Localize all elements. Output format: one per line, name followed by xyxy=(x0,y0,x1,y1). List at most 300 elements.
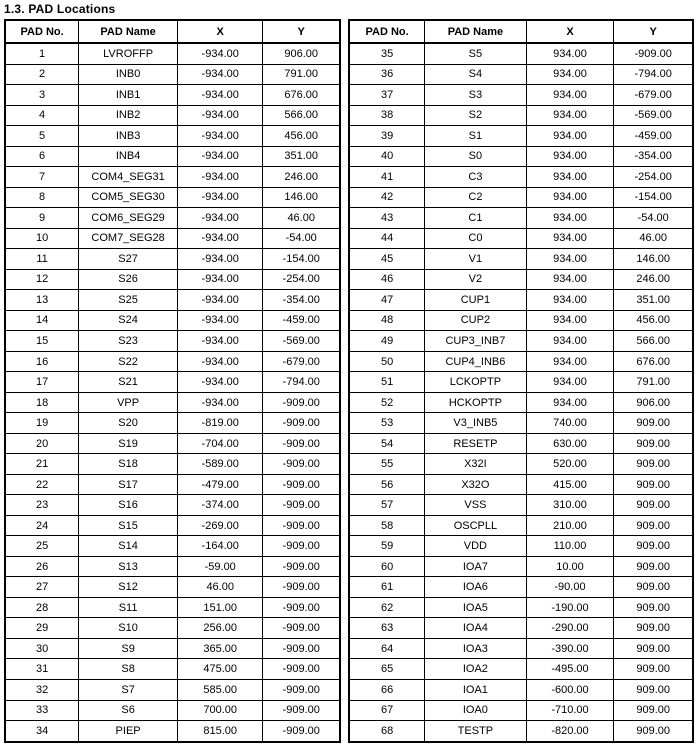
pad-no-cell: 68 xyxy=(349,721,425,742)
pad-name-cell: LCKOPTP xyxy=(425,372,526,393)
column-header: Y xyxy=(614,20,693,43)
pad-no-cell: 24 xyxy=(5,515,79,536)
y-cell: 909.00 xyxy=(614,700,693,721)
table-row xyxy=(5,249,340,270)
pad-name-cell: S10 xyxy=(79,618,178,639)
x-cell: -934.00 xyxy=(178,208,263,229)
x-cell: -934.00 xyxy=(178,269,263,290)
pad-name-cell: S8 xyxy=(79,659,178,680)
x-cell: -934.00 xyxy=(178,351,263,372)
table-row xyxy=(5,454,340,475)
x-cell: 934.00 xyxy=(526,351,614,372)
pad-no-cell: 57 xyxy=(349,495,425,516)
pad-no-cell: 40 xyxy=(349,146,425,167)
y-cell: 909.00 xyxy=(614,454,693,475)
table-row xyxy=(349,680,693,701)
pad-no-cell: 62 xyxy=(349,597,425,618)
x-cell: 151.00 xyxy=(178,597,263,618)
table-row xyxy=(349,126,693,147)
table-row xyxy=(5,433,340,454)
y-cell: -909.00 xyxy=(263,413,340,434)
pad-no-cell: 14 xyxy=(5,310,79,331)
pad-name-cell: S19 xyxy=(79,433,178,454)
pad-no-cell: 23 xyxy=(5,495,79,516)
pad-location-tables xyxy=(4,19,694,743)
y-cell: -909.00 xyxy=(263,454,340,475)
pad-no-cell: 42 xyxy=(349,187,425,208)
pad-no-cell: 25 xyxy=(5,536,79,557)
x-cell: -934.00 xyxy=(178,228,263,249)
x-cell: 934.00 xyxy=(526,43,614,64)
y-cell: -909.00 xyxy=(263,515,340,536)
pad-name-cell: RESETP xyxy=(425,433,526,454)
table-row xyxy=(349,290,693,311)
pad-name-cell: CUP3_INB7 xyxy=(425,331,526,352)
pad-name-cell: HCKOPTP xyxy=(425,392,526,413)
pad-no-cell: 36 xyxy=(349,64,425,85)
y-cell: -569.00 xyxy=(614,105,693,126)
y-cell: 909.00 xyxy=(614,680,693,701)
table-row xyxy=(5,64,340,85)
header-row xyxy=(349,20,693,43)
y-cell: -909.00 xyxy=(263,556,340,577)
pad-no-cell: 49 xyxy=(349,331,425,352)
table-row xyxy=(5,126,340,147)
pad-name-cell: CUP1 xyxy=(425,290,526,311)
pad-no-cell: 55 xyxy=(349,454,425,475)
y-cell: -154.00 xyxy=(263,249,340,270)
y-cell: -909.00 xyxy=(263,392,340,413)
x-cell: 934.00 xyxy=(526,249,614,270)
pad-name-cell: IOA3 xyxy=(425,638,526,659)
y-cell: 909.00 xyxy=(614,474,693,495)
table-row xyxy=(349,659,693,680)
pad-name-cell: S1 xyxy=(425,126,526,147)
table-row xyxy=(349,392,693,413)
table-row xyxy=(5,700,340,721)
column-header: X xyxy=(526,20,614,43)
x-cell: -290.00 xyxy=(526,618,614,639)
x-cell: -934.00 xyxy=(178,249,263,270)
pad-no-cell: 66 xyxy=(349,680,425,701)
x-cell: 934.00 xyxy=(526,392,614,413)
table-row xyxy=(5,495,340,516)
table-row xyxy=(5,43,340,64)
pad-name-cell: S0 xyxy=(425,146,526,167)
y-cell: -794.00 xyxy=(263,372,340,393)
y-cell: 146.00 xyxy=(614,249,693,270)
table-row xyxy=(5,146,340,167)
y-cell: -154.00 xyxy=(614,187,693,208)
pad-no-cell: 53 xyxy=(349,413,425,434)
table-row xyxy=(5,556,340,577)
x-cell: 934.00 xyxy=(526,187,614,208)
y-cell: -909.00 xyxy=(263,474,340,495)
x-cell: -934.00 xyxy=(178,167,263,188)
x-cell: 740.00 xyxy=(526,413,614,434)
y-cell: -354.00 xyxy=(614,146,693,167)
y-cell: 909.00 xyxy=(614,618,693,639)
pad-no-cell: 34 xyxy=(5,721,79,742)
table-row xyxy=(5,680,340,701)
pad-name-cell: S18 xyxy=(79,454,178,475)
table-row xyxy=(349,515,693,536)
x-cell: 365.00 xyxy=(178,638,263,659)
y-cell: 46.00 xyxy=(614,228,693,249)
pad-name-cell: VSS xyxy=(425,495,526,516)
pad-no-cell: 20 xyxy=(5,433,79,454)
x-cell: 110.00 xyxy=(526,536,614,557)
column-header: Y xyxy=(263,20,340,43)
x-cell: -820.00 xyxy=(526,721,614,742)
pad-name-cell: PIEP xyxy=(79,721,178,742)
y-cell: 909.00 xyxy=(614,577,693,598)
pad-name-cell: C2 xyxy=(425,187,526,208)
table-row xyxy=(349,372,693,393)
x-cell: -934.00 xyxy=(178,105,263,126)
pad-name-cell: LVROFFP xyxy=(79,43,178,64)
pad-no-cell: 51 xyxy=(349,372,425,393)
table-row xyxy=(349,454,693,475)
pad-name-cell: C0 xyxy=(425,228,526,249)
pad-no-cell: 1 xyxy=(5,43,79,64)
pad-no-cell: 30 xyxy=(5,638,79,659)
table-row xyxy=(5,167,340,188)
pad-no-cell: 59 xyxy=(349,536,425,557)
pad-no-cell: 9 xyxy=(5,208,79,229)
table-row xyxy=(349,208,693,229)
pad-no-cell: 15 xyxy=(5,331,79,352)
pad-table-left xyxy=(4,19,341,743)
y-cell: -909.00 xyxy=(263,638,340,659)
table-row xyxy=(5,618,340,639)
x-cell: -374.00 xyxy=(178,495,263,516)
x-cell: -934.00 xyxy=(178,126,263,147)
y-cell: -794.00 xyxy=(614,64,693,85)
pad-name-cell: INB2 xyxy=(79,105,178,126)
y-cell: 906.00 xyxy=(263,43,340,64)
column-header: PAD Name xyxy=(79,20,178,43)
pad-name-cell: COM6_SEG29 xyxy=(79,208,178,229)
pad-no-cell: 3 xyxy=(5,85,79,106)
x-cell: -90.00 xyxy=(526,577,614,598)
y-cell: -909.00 xyxy=(263,597,340,618)
x-cell: -495.00 xyxy=(526,659,614,680)
pad-no-cell: 63 xyxy=(349,618,425,639)
column-header: X xyxy=(178,20,263,43)
table-row xyxy=(5,228,340,249)
table-row xyxy=(5,187,340,208)
y-cell: -54.00 xyxy=(263,228,340,249)
y-cell: 909.00 xyxy=(614,659,693,680)
column-header: PAD No. xyxy=(5,20,79,43)
table-row xyxy=(349,700,693,721)
pad-name-cell: S3 xyxy=(425,85,526,106)
x-cell: -190.00 xyxy=(526,597,614,618)
y-cell: 566.00 xyxy=(263,105,340,126)
pad-no-cell: 33 xyxy=(5,700,79,721)
pad-no-cell: 19 xyxy=(5,413,79,434)
pad-no-cell: 41 xyxy=(349,167,425,188)
pad-no-cell: 2 xyxy=(5,64,79,85)
y-cell: -54.00 xyxy=(614,208,693,229)
table-row xyxy=(5,536,340,557)
x-cell: 934.00 xyxy=(526,372,614,393)
table-row xyxy=(5,310,340,331)
pad-no-cell: 38 xyxy=(349,105,425,126)
pad-name-cell: S12 xyxy=(79,577,178,598)
pad-no-cell: 21 xyxy=(5,454,79,475)
table-row xyxy=(5,208,340,229)
x-cell: -479.00 xyxy=(178,474,263,495)
y-cell: -909.00 xyxy=(263,495,340,516)
table-row xyxy=(349,577,693,598)
pad-no-cell: 56 xyxy=(349,474,425,495)
pad-name-cell: S6 xyxy=(79,700,178,721)
pad-no-cell: 10 xyxy=(5,228,79,249)
pad-name-cell: S13 xyxy=(79,556,178,577)
pad-name-cell: IOA2 xyxy=(425,659,526,680)
table-row xyxy=(5,372,340,393)
x-cell: -710.00 xyxy=(526,700,614,721)
table-row xyxy=(349,474,693,495)
pad-name-cell: S15 xyxy=(79,515,178,536)
pad-no-cell: 8 xyxy=(5,187,79,208)
y-cell: 146.00 xyxy=(263,187,340,208)
y-cell: 909.00 xyxy=(614,515,693,536)
pad-no-cell: 22 xyxy=(5,474,79,495)
table-row xyxy=(349,351,693,372)
table-row xyxy=(5,659,340,680)
table-row xyxy=(5,392,340,413)
table-row xyxy=(349,331,693,352)
x-cell: -934.00 xyxy=(178,187,263,208)
pad-no-cell: 60 xyxy=(349,556,425,577)
x-cell: 934.00 xyxy=(526,208,614,229)
pad-name-cell: VPP xyxy=(79,392,178,413)
table-row xyxy=(5,474,340,495)
pad-name-cell: S27 xyxy=(79,249,178,270)
x-cell: -934.00 xyxy=(178,392,263,413)
pad-name-cell: S11 xyxy=(79,597,178,618)
y-cell: -459.00 xyxy=(263,310,340,331)
x-cell: 934.00 xyxy=(526,167,614,188)
pad-name-cell: S16 xyxy=(79,495,178,516)
pad-name-cell: C1 xyxy=(425,208,526,229)
table-row xyxy=(5,577,340,598)
pad-no-cell: 58 xyxy=(349,515,425,536)
table-row xyxy=(349,64,693,85)
y-cell: -679.00 xyxy=(614,85,693,106)
pad-no-cell: 43 xyxy=(349,208,425,229)
pad-name-cell: INB3 xyxy=(79,126,178,147)
y-cell: -254.00 xyxy=(614,167,693,188)
table-row xyxy=(349,721,693,742)
pad-no-cell: 6 xyxy=(5,146,79,167)
pad-name-cell: IOA7 xyxy=(425,556,526,577)
pad-no-cell: 46 xyxy=(349,269,425,290)
table-row xyxy=(349,536,693,557)
pad-name-cell: X32O xyxy=(425,474,526,495)
y-cell: 909.00 xyxy=(614,556,693,577)
table-row xyxy=(349,249,693,270)
x-cell: 934.00 xyxy=(526,85,614,106)
pad-no-cell: 28 xyxy=(5,597,79,618)
pad-no-cell: 35 xyxy=(349,43,425,64)
pad-name-cell: S5 xyxy=(425,43,526,64)
pad-name-cell: TESTP xyxy=(425,721,526,742)
pad-no-cell: 37 xyxy=(349,85,425,106)
table-row xyxy=(5,515,340,536)
x-cell: 256.00 xyxy=(178,618,263,639)
table-row xyxy=(349,310,693,331)
section-title: 1.3. PAD Locations xyxy=(4,2,116,16)
pad-name-cell: S4 xyxy=(425,64,526,85)
y-cell: 676.00 xyxy=(263,85,340,106)
x-cell: 585.00 xyxy=(178,680,263,701)
pad-name-cell: IOA1 xyxy=(425,680,526,701)
table-row xyxy=(349,105,693,126)
y-cell: -909.00 xyxy=(263,536,340,557)
table-row xyxy=(349,167,693,188)
x-cell: -390.00 xyxy=(526,638,614,659)
x-cell: -934.00 xyxy=(178,64,263,85)
pad-no-cell: 4 xyxy=(5,105,79,126)
x-cell: 934.00 xyxy=(526,228,614,249)
x-cell: 934.00 xyxy=(526,64,614,85)
table-row xyxy=(5,269,340,290)
y-cell: 676.00 xyxy=(614,351,693,372)
pad-name-cell: S2 xyxy=(425,105,526,126)
pad-name-cell: OSCPLL xyxy=(425,515,526,536)
y-cell: 909.00 xyxy=(614,413,693,434)
pad-no-cell: 16 xyxy=(5,351,79,372)
x-cell: 700.00 xyxy=(178,700,263,721)
pad-no-cell: 48 xyxy=(349,310,425,331)
y-cell: 909.00 xyxy=(614,495,693,516)
pad-name-cell: INB4 xyxy=(79,146,178,167)
pad-name-cell: IOA5 xyxy=(425,597,526,618)
pad-no-cell: 18 xyxy=(5,392,79,413)
y-cell: -354.00 xyxy=(263,290,340,311)
table-row xyxy=(349,638,693,659)
y-cell: 566.00 xyxy=(614,331,693,352)
table-row xyxy=(349,85,693,106)
y-cell: 909.00 xyxy=(614,433,693,454)
pad-no-cell: 32 xyxy=(5,680,79,701)
y-cell: 909.00 xyxy=(614,721,693,742)
table-row xyxy=(5,290,340,311)
table-row xyxy=(5,85,340,106)
x-cell: -164.00 xyxy=(178,536,263,557)
y-cell: 909.00 xyxy=(614,597,693,618)
pad-no-cell: 31 xyxy=(5,659,79,680)
y-cell: -459.00 xyxy=(614,126,693,147)
table-row xyxy=(5,413,340,434)
table-row xyxy=(349,556,693,577)
header-row xyxy=(5,20,340,43)
y-cell: 246.00 xyxy=(614,269,693,290)
table-row xyxy=(5,331,340,352)
y-cell: -909.00 xyxy=(263,700,340,721)
table-row xyxy=(5,351,340,372)
pad-name-cell: IOA4 xyxy=(425,618,526,639)
pad-no-cell: 64 xyxy=(349,638,425,659)
pad-name-cell: S23 xyxy=(79,331,178,352)
pad-no-cell: 7 xyxy=(5,167,79,188)
pad-name-cell: C3 xyxy=(425,167,526,188)
pad-no-cell: 44 xyxy=(349,228,425,249)
pad-no-cell: 27 xyxy=(5,577,79,598)
x-cell: -934.00 xyxy=(178,310,263,331)
y-cell: 351.00 xyxy=(614,290,693,311)
y-cell: -909.00 xyxy=(263,721,340,742)
y-cell: -909.00 xyxy=(263,680,340,701)
y-cell: -679.00 xyxy=(263,351,340,372)
table-row xyxy=(349,433,693,454)
pad-name-cell: S26 xyxy=(79,269,178,290)
table-row xyxy=(349,228,693,249)
y-cell: 246.00 xyxy=(263,167,340,188)
pad-name-cell: S17 xyxy=(79,474,178,495)
pad-no-cell: 39 xyxy=(349,126,425,147)
x-cell: -934.00 xyxy=(178,290,263,311)
x-cell: 10.00 xyxy=(526,556,614,577)
pad-no-cell: 26 xyxy=(5,556,79,577)
pad-no-cell: 13 xyxy=(5,290,79,311)
table-row xyxy=(5,597,340,618)
pad-no-cell: 45 xyxy=(349,249,425,270)
table-row xyxy=(5,105,340,126)
pad-name-cell: S25 xyxy=(79,290,178,311)
pad-no-cell: 52 xyxy=(349,392,425,413)
x-cell: 934.00 xyxy=(526,310,614,331)
y-cell: 456.00 xyxy=(263,126,340,147)
x-cell: 415.00 xyxy=(526,474,614,495)
y-cell: -254.00 xyxy=(263,269,340,290)
pad-name-cell: S9 xyxy=(79,638,178,659)
pad-name-cell: VDD xyxy=(425,536,526,557)
x-cell: 520.00 xyxy=(526,454,614,475)
table-row xyxy=(349,618,693,639)
y-cell: -909.00 xyxy=(263,577,340,598)
table-row xyxy=(349,413,693,434)
pad-name-cell: S21 xyxy=(79,372,178,393)
x-cell: -589.00 xyxy=(178,454,263,475)
table-row xyxy=(349,597,693,618)
table-row xyxy=(349,269,693,290)
pad-name-cell: IOA0 xyxy=(425,700,526,721)
column-header: PAD No. xyxy=(349,20,425,43)
pad-table-right xyxy=(348,19,694,743)
pad-no-cell: 29 xyxy=(5,618,79,639)
x-cell: 934.00 xyxy=(526,146,614,167)
pad-no-cell: 47 xyxy=(349,290,425,311)
pad-no-cell: 12 xyxy=(5,269,79,290)
column-header: PAD Name xyxy=(425,20,526,43)
pad-name-cell: IOA6 xyxy=(425,577,526,598)
pad-no-cell: 17 xyxy=(5,372,79,393)
x-cell: -934.00 xyxy=(178,146,263,167)
y-cell: -909.00 xyxy=(263,659,340,680)
x-cell: -59.00 xyxy=(178,556,263,577)
x-cell: 934.00 xyxy=(526,105,614,126)
x-cell: -934.00 xyxy=(178,43,263,64)
pad-name-cell: S14 xyxy=(79,536,178,557)
table-row xyxy=(349,495,693,516)
x-cell: 934.00 xyxy=(526,331,614,352)
x-cell: -600.00 xyxy=(526,680,614,701)
